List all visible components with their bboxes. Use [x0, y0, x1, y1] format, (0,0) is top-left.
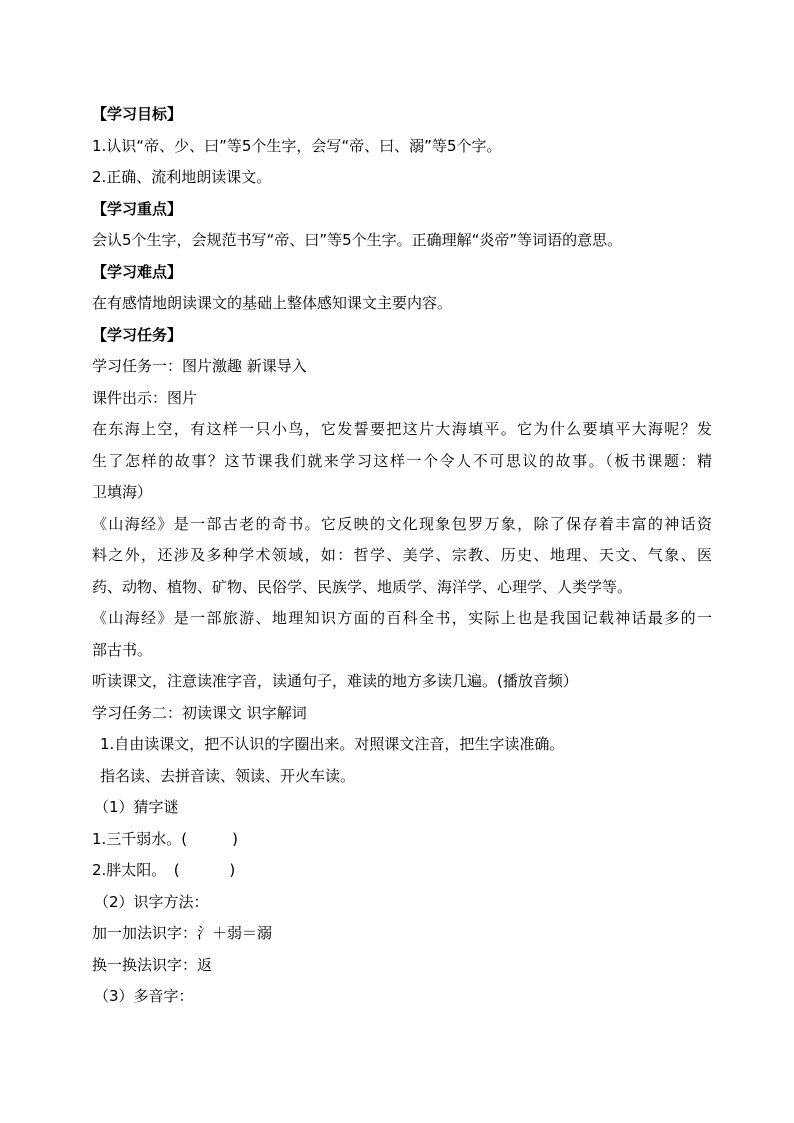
objective-1: 1.认识“帝、少、曰”等5个生字，会写“帝、曰、溺”等5个字。	[92, 136, 502, 155]
courseware-note: 课件出示：图片	[92, 388, 198, 407]
shanhai-paragraph-line-3: 药、动物、植物、矿物、民俗学、民族学、地质学、海洋学、心理学、人类学等。	[92, 577, 633, 596]
key-points-heading: 【学习重点】	[92, 199, 183, 218]
tasks-heading: 【学习任务】	[92, 325, 183, 344]
objective-2: 2.正确、流利地朗读课文。	[92, 168, 272, 186]
method-add: 加一加法识字：氵＋弱＝溺	[92, 924, 273, 942]
shanhai-paragraph-line-1: 《山海经》是一部古老的奇书。它反映的文化现象包罗万象，除了保存着丰富的神话资	[92, 514, 712, 533]
encyclopedia-paragraph-line-1: 《山海经》是一部旅游、地理知识方面的百科全书，实际上也是我国记载神话最多的一	[92, 609, 712, 627]
task2-step-1: 1.自由读课文，把不认识的字圈出来。对照课文注音，把生字读准确。	[100, 735, 565, 753]
intro-paragraph-line-1: 在东海上空，有这样一只小鸟，它发誓要把这片大海填平。它为什么要填平大海呢？发	[92, 420, 712, 438]
method-swap: 换一换法识字：返	[92, 955, 213, 974]
objectives-heading: 【学习目标】	[92, 105, 183, 123]
listen-instruction: 听读课文，注意读准字音，读通句子，难读的地方多读几遍。(播放音频）	[92, 672, 578, 690]
difficulty-text: 在有感情地朗读课文的基础上整体感知课文主要内容。	[92, 294, 453, 312]
intro-paragraph-line-3: 卫填海）	[92, 483, 153, 501]
riddle-heading: （1）猜字谜	[94, 798, 179, 816]
reading-modes: 指名读、去拼音读、领读、开火车读。	[100, 766, 356, 785]
riddle-2: 2.胖太阳。 ( )	[92, 861, 236, 879]
task1-title: 学习任务一：图片激趣 新课导入	[92, 357, 307, 375]
polyphonic-heading: （3）多音字：	[94, 987, 194, 1005]
key-points-text: 会认5个生字，会规范书写“帝、曰”等5个生字。正确理解“炎帝”等词语的意思。	[92, 231, 623, 249]
document-page	[92, 99, 712, 1013]
methods-heading: （2）识字方法：	[94, 892, 209, 911]
task2-title: 学习任务二：初读课文 识字解词	[92, 703, 307, 722]
difficulty-heading: 【学习难点】	[92, 262, 183, 281]
riddle-1: 1.三千弱水。( )	[92, 829, 239, 848]
shanhai-paragraph-line-2: 料之外，还涉及多种学术领域，如：哲学、美学、宗教、历史、地理、天文、气象、医	[92, 546, 712, 564]
intro-paragraph-line-2: 生了怎样的故事？这节课我们就来学习这样一个令人不可思议的故事。（板书课题：精	[92, 451, 712, 470]
encyclopedia-paragraph-line-2: 部古书。	[92, 640, 153, 659]
